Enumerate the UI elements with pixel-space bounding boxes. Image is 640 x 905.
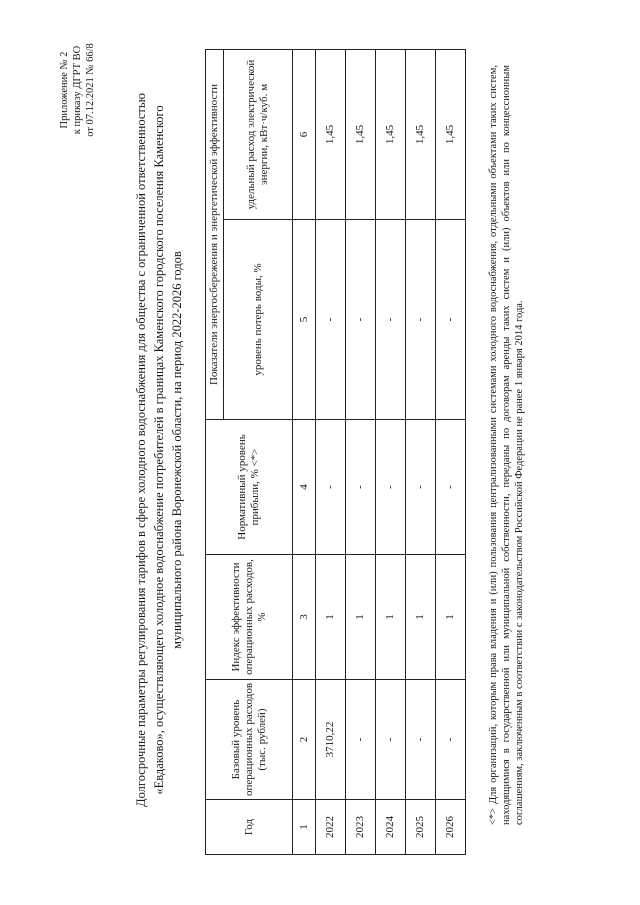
annex-number: Приложение № 2 (59, 51, 70, 129)
table-row (436, 49, 466, 854)
cell-water-loss: - (346, 220, 376, 420)
column-number: 6 (293, 49, 316, 219)
cell-water-loss: - (406, 220, 436, 420)
cell-profit-level: - (376, 420, 406, 555)
header-efficiency-index: Индекс эффективности операционных расходов, % (206, 555, 293, 680)
cell-base-level: - (376, 680, 406, 800)
header-electricity: удельный расход электрической энергии, кВт·ч/куб. м (224, 49, 293, 219)
cell-profit-level: - (316, 420, 346, 555)
cell-water-loss: - (316, 220, 346, 420)
parameters-table (205, 49, 466, 855)
column-number: 5 (293, 220, 316, 420)
cell-efficiency-index: 1 (406, 555, 436, 680)
header-energy-group: Показатели энергосбережения и энергетической эффективности (206, 49, 224, 419)
cell-water-loss: - (436, 220, 466, 420)
cell-year: 2024 (376, 800, 406, 855)
header-base-level: Базовый уровень операционных расходов (тыс. рублей) (206, 680, 293, 800)
cell-profit-level: - (436, 420, 466, 555)
cell-water-loss: - (376, 220, 406, 420)
header-profit-level: Нормативный уровень прибыли, % <*> (206, 420, 293, 555)
cell-efficiency-index: 1 (316, 555, 346, 680)
cell-year: 2023 (346, 800, 376, 855)
cell-base-level: - (436, 680, 466, 800)
column-number: 4 (293, 420, 316, 555)
cell-profit-level: - (346, 420, 376, 555)
table-row (406, 49, 436, 854)
cell-base-level: 3710,22 (316, 680, 346, 800)
table-row (376, 49, 406, 854)
cell-base-level: - (406, 680, 436, 800)
cell-efficiency-index: 1 (436, 555, 466, 680)
column-number: 2 (293, 680, 316, 800)
cell-electricity: 1,45 (346, 49, 376, 219)
header-year: Год (206, 800, 293, 855)
cell-efficiency-index: 1 (376, 555, 406, 680)
cell-year: 2025 (406, 800, 436, 855)
cell-electricity: 1,45 (436, 49, 466, 219)
cell-base-level: - (346, 680, 376, 800)
column-number: 1 (293, 800, 316, 855)
annex-date: от 07.12.2021 № 66/8 (85, 43, 96, 137)
annex-order: к приказу ДГРТ ВО (72, 45, 83, 135)
document-title: Долгосрочные параметры регулирования тарифов в сфере холодного водоснабжения для общества с ограниченной ответственностью «Евдаково», осуществляющего холодное водоснабжение потребителей в границах Каменского городского поселения Каменского муниципального района Воронежской области, на период 2022-2026 годов (134, 93, 184, 807)
cell-efficiency-index: 1 (346, 555, 376, 680)
cell-year: 2026 (436, 800, 466, 855)
table-row (316, 49, 346, 854)
table-header-row (206, 49, 224, 854)
column-number-row (293, 49, 316, 854)
cell-year: 2022 (316, 800, 346, 855)
table-row (346, 49, 376, 854)
cell-profit-level: - (406, 420, 436, 555)
cell-electricity: 1,45 (406, 49, 436, 219)
header-water-loss: уровень потерь воды, % (224, 220, 293, 420)
annex-header (58, 25, 97, 155)
cell-electricity: 1,45 (316, 49, 346, 219)
footnote: <*> Для организаций, которым права владения и (или) пользования централизованными системами холодного водоснабжения, отдельными объектами таких систем, находящимися в государственной или муниципальной собственности, переданы по договорам аренды таких систем и (или) объектов или по концессионным соглашениям, заключенным в соответствии с законодательством Российской Федерации не ранее 1 января 2014 года. (488, 65, 525, 825)
column-number: 3 (293, 555, 316, 680)
cell-electricity: 1,45 (376, 49, 406, 219)
